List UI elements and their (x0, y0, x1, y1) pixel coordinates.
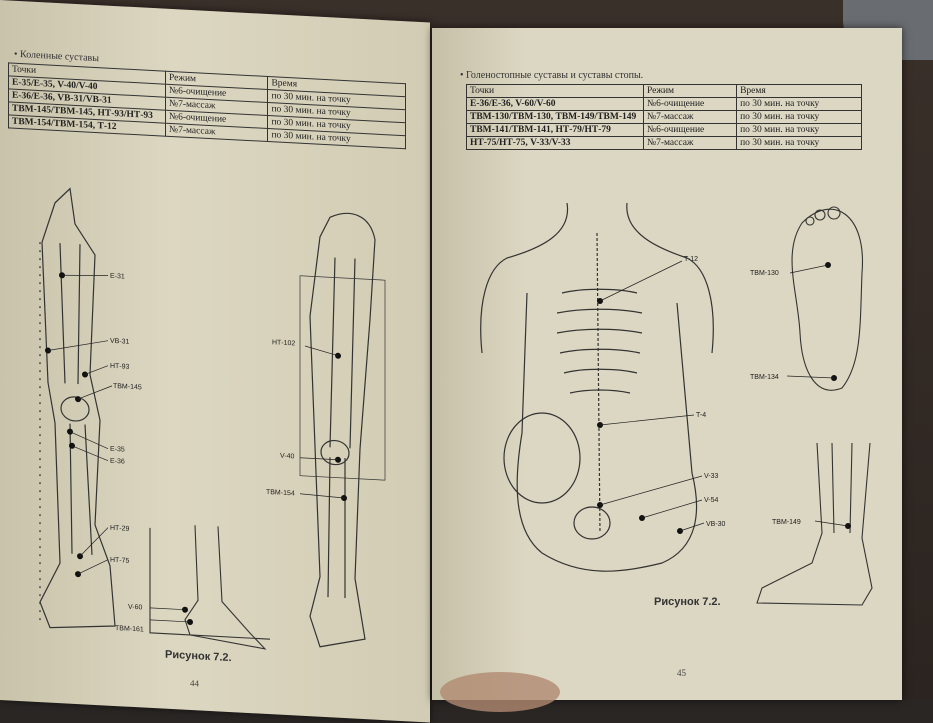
left-figure-caption: Рисунок 7.2. (165, 648, 232, 665)
cell-points: ТВМ-141/ТВМ-141, НТ-79/НТ-79 (467, 124, 644, 137)
cell-mode: №7-массаж (166, 97, 268, 115)
cell-mode: №7-массаж (644, 137, 737, 150)
back-leg-illustration (300, 211, 385, 650)
label-v33: V-33 (704, 473, 719, 480)
label-tvm130: ТВМ-130 (750, 270, 779, 277)
label-tvm161: ТВМ-161 (115, 625, 144, 634)
header-mode: Режим (166, 71, 268, 89)
right-table-header (467, 85, 862, 98)
label-tvm134: ТВМ-134 (750, 374, 779, 381)
foot-sole-illustration (792, 207, 862, 390)
label-tvm149: ТВМ-149 (772, 519, 801, 526)
back-torso-illustration (481, 203, 714, 571)
cell-mode: №7-массаж (644, 111, 737, 124)
back-foot-anatomy-figure (432, 193, 902, 613)
cell-points: ТВМ-145/ТВМ-145, НТ-93/НТ-93 (9, 102, 166, 123)
cell-mode: №6-очищение (166, 110, 268, 128)
right-page-number: 45 (677, 668, 686, 678)
cell-time: по 30 мин. на точку (737, 98, 862, 111)
label-v60: V-60 (128, 603, 143, 612)
table-row (467, 124, 862, 137)
table-row (467, 98, 862, 111)
header-points: Точки (467, 85, 644, 98)
cell-mode: №6-очищение (166, 84, 268, 102)
cell-points: E-36/E-36, VB-31/VB-31 (9, 89, 166, 110)
header-points: Точки (9, 63, 166, 84)
table-row (467, 137, 862, 150)
left-section-title-text: Коленные суставы (20, 49, 99, 65)
front-leg-illustration (40, 187, 115, 631)
cell-mode: №7-массаж (166, 123, 268, 141)
left-page-number: 44 (190, 677, 199, 689)
right-page (432, 28, 902, 700)
label-vb30: VB-30 (706, 521, 726, 528)
label-ht29: НТ-29 (110, 524, 130, 533)
header-mode: Режим (644, 85, 737, 98)
label-tvm145: ТВМ-145 (113, 382, 142, 392)
header-time: Время (268, 77, 406, 97)
left-page (0, 0, 430, 723)
cell-points: НТ-75/НТ-75, V-33/V-33 (467, 137, 644, 150)
thumb (440, 672, 560, 712)
left-section-title: • Коленные суставы (14, 48, 99, 65)
cell-mode: №6-очищение (644, 98, 737, 111)
label-tvm154: ТВМ-154 (266, 488, 295, 498)
label-t4: T-4 (696, 412, 707, 419)
cell-points: ТВМ-130/ТВМ-130, ТВМ-149/ТВМ-149 (467, 111, 644, 124)
label-vb31: VB-31 (110, 337, 130, 346)
label-ht93: НТ-93 (110, 362, 130, 371)
right-section-title: • Голеностопные суставы и суставы стопы. (460, 70, 644, 81)
label-e35: E-35 (110, 445, 125, 454)
cell-points: ТВМ-154/ТВМ-154, Т-12 (9, 115, 166, 136)
label-ht75: НТ-75 (110, 556, 130, 565)
label-ht102: НТ-102 (272, 339, 296, 348)
label-e31: E-31 (110, 272, 125, 281)
table-row (467, 111, 862, 124)
cell-time: по 30 мин. на точку (737, 137, 862, 150)
cell-points: E-36/E-36, V-60/V-60 (467, 98, 644, 111)
leg-anatomy-figure (0, 180, 420, 665)
cell-time: по 30 мин. на точку (268, 103, 406, 123)
cell-time: по 30 мин. на точку (268, 116, 406, 136)
label-v40: V-40 (280, 452, 295, 461)
right-figure-caption: Рисунок 7.2. (654, 596, 721, 608)
header-time: Время (737, 85, 862, 98)
label-t12: T-12 (684, 256, 699, 263)
cell-time: по 30 мин. на точку (737, 124, 862, 137)
label-e36: E-36 (110, 457, 125, 466)
cell-time: по 30 мин. на точку (268, 129, 406, 149)
cell-points: E-35/E-35, V-40/V-40 (9, 76, 166, 97)
label-v54: V-54 (704, 497, 719, 504)
foot-inset-illustration (150, 523, 270, 649)
left-table (8, 62, 406, 149)
cell-time: по 30 мин. на точку (268, 90, 406, 110)
right-section-title-text: Голеностопные суставы и суставы стопы. (466, 70, 644, 81)
cell-mode: №6-очищение (644, 124, 737, 137)
cell-time: по 30 мин. на точку (737, 111, 862, 124)
right-table (466, 84, 862, 150)
